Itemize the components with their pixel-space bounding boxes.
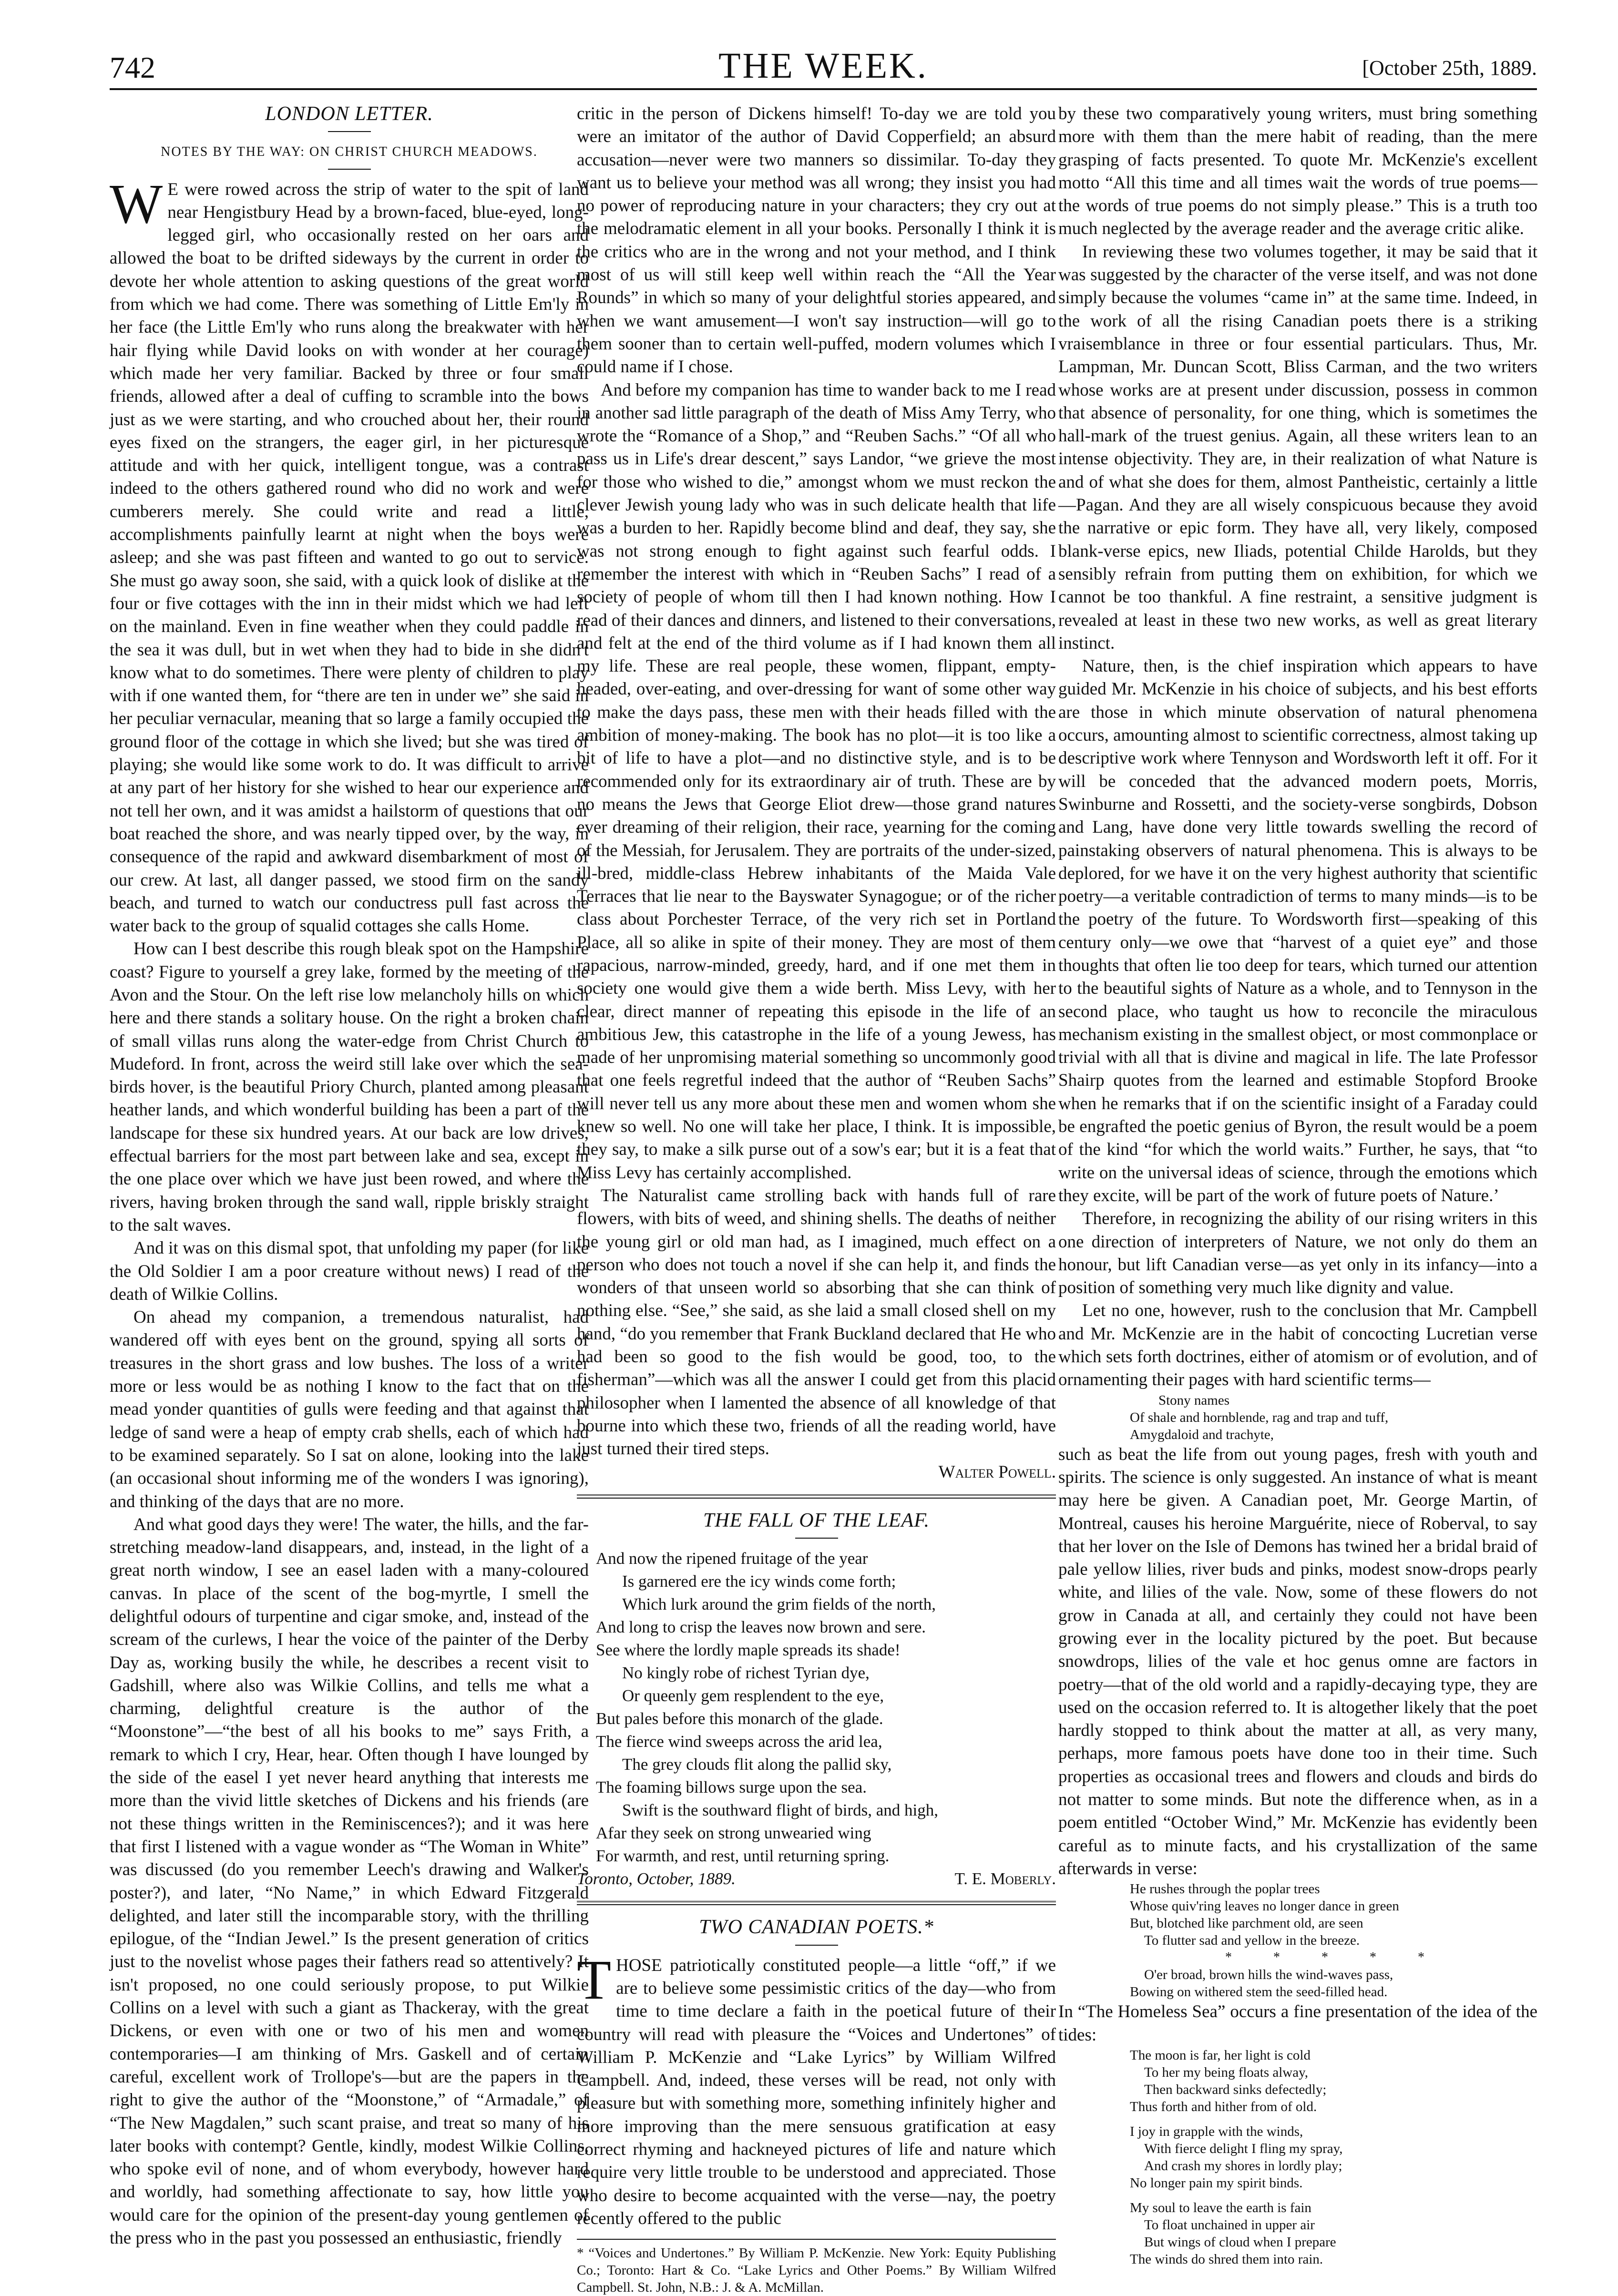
quote-line: Stony names [1158,1392,1230,1408]
poem-line: Swift is the southward flight of birds, and high, [622,1801,939,1820]
quote-line: But, blotched like parchment old, are seen [1130,1916,1363,1931]
poem-place-date: Toronto, October, 1889. [577,1869,736,1888]
quote-line: The winds do shred them into rain. [1130,2251,1323,2267]
ellipsis-dots: * * * * * [1225,1950,1444,1965]
poem-line: Which lurk around the grim fields of the north, [622,1595,936,1614]
poem-line: Or queenly gem resplendent to the eye, [622,1686,884,1705]
quote-line: Bowing on withered stem the seed-filled head. [1130,1984,1388,2000]
paragraph: How can I best describe this rough bleak spot on the Hampshire coast? Figure to yourself a grey lake, formed by the meeting of the Avon and the Stour. On the left rise low melancholy hills on which here and there stands a solitary house. On the right a broken chain of small villas runs along the water-edge from Christ Church to Mudeford. In front, across the weird still lake over which the sea-birds hover, is the beautiful Priory Church, planted among pleasant heather lands, and which wonderful building has been a part of the landscape for these six hundred years. At our back are low drives, effectual barriers for the most part between lake and sea, except in the one place over which we have just been rowed, and where the rivers, having broken through the sand wall, ripple briskly straight to the salt waves. [110,939,589,1235]
paragraph: by these two comparatively young writers, must bring something more with them than the mere habit of reading, than the mere grasping of facts presented. To quote Mr. McKenzie's excellent motto “All this time and all times wait the words of true poems—the words of true poems do not simply please.” This is a truth too much neglected by the average reader and the average critic alike. [1058,104,1537,239]
quote-line: O'er broad, brown hills the wind-waves pass, [1144,1967,1393,1983]
poem-line: The foaming billows surge upon the sea. [596,1778,867,1797]
poem-line: Afar they seek on strong unwearied wing [596,1824,871,1843]
quote-line: No longer pain my spirit binds. [1130,2175,1303,2191]
quote-line: Whose quiv'ring leaves no longer dance in green [1130,1898,1399,1914]
drop-cap: W [110,172,163,235]
column-2 [577,102,1056,2296]
quote-line: The moon is far, her light is cold [1130,2047,1311,2063]
paragraph: And what good days they were! The water, the hills, and the far-stretching meadow-land disappears, and, instead, in the light of a great north window, I see an easel laden with a many-coloured canvas. In place of the scent of the bog-myrtle, I smell the delightful odours of turpentine and cigar smoke, and, instead of the scream of the curlews, I hear the voice of the painter of the Derby Day as, working busily the while, he describes a recent visit to Gadshill, where also was Wilkie Collins, and tells me what a charming, delightful creature is the author of the “Moonstone”—“the best of all his books to me” says Frith, a remark to which I cry, Hear, hear. Often though I have lounged by the side of the easel I yet never heard anything that interests me more than the vivid little sketches of Dickens and his friends (are not these things written in the Reminiscences?); and it was here that first I listened with a vague wonder as “The Woman in White” was discussed (do you remember Leech's drawing and Walker's poster?), and later, “No Name,” in which Edward Fitzgerald delighted, and later still the incomparable story, with the thrilling epilogue, of the “Indian Jewel.” Is the present generation of critics just to the novelist whose pages their fathers read so attentively? It isn't proposed, no one could seriously propose, to put Wilkie Collins on a level with such a giant as Thackeray, with the great Dickens, or even with one or two of his men and women contemporaries—I am thinking of Mrs. Gaskell and of certain careful, excellent work of Trollope's—but are the papers in the right to give the author of the “Moonstone,” of “Armadale,” of “The New Magdalen,” such scant praise, and treat so many of his later books with contempt? Gentle, kindly, modest Wilkie Collins, who spoke evil of none, and of whom everybody, however hard and worldly, had something affectionate to say, how little you would care for the opinion of the present-day young gentlemen of the press who in the past you possessed an enthusiastic, friendly [110,1514,589,2248]
section-divider [577,1901,1056,1905]
title-rule [795,1945,838,1946]
paragraph: Therefore, in recognizing the ability of our rising writers in this one direction of interpreters of Nature, we not only do them an honour, but lift Canadian verse—as yet only in its infancy—into a position of something very much like dignity and value. [1058,1209,1537,1298]
article-title: TWO CANADIAN POETS.* [699,1916,934,1939]
page-number: 742 [110,51,155,84]
quote-line: With fierce delight I fling my spray, [1144,2141,1343,2156]
poem [577,1547,1056,1867]
quote-line: Thus forth and hither from of old. [1130,2099,1317,2114]
paragraph: In reviewing these two volumes together, it may be said that it was suggested by the character of the verse itself, and was not done simply because the volumes “came in” at the same time. Indeed, in the work of all the rising Canadian poets there is a striking vraisemblance in three or four essential particulars. Thus, Mr. Lampman, Mr. Duncan Scott, Bliss Carman, and the two writers whose works are at present under discussion, possess in common that absence of personality, for one thing, which is sometimes the hall-mark of the truest genius. Again, all these writers lean to an intense objectivity. They are, in their realization of what Nature is and of what she does for them, almost Pantheistic, certainly a little—Pagan. And they are all wisely conspicuous because they avoid the narrative or epic form. They have all, very likely, composed blank-verse epics, new Iliads, potential Childe Harolds, but they sensibly refrain from putting them on exhibition, for which we cannot be too thankful. A fine restraint, a sensitive judgment is revealed at least in these two new works, as well as great literary instinct. [1058,242,1537,653]
page-header [110,45,1537,90]
paragraph: Nature, then, is the chief inspiration which appears to have guided Mr. McKenzie in his choice of subjects, and his best efforts are those in which minute observation of natural phenomena occurs, amounting almost to scientific correctness, almost taking up descriptive work where Tennyson and Wordsworth left it off. For it will be conceded that the advanced modern poets, Morris, Swinburne and Rossetti, and the society-verse songbirds, Dobson and Lang, have done very little towards swelling the record of painstaking observers of natural phenomena. This is always to be deplored, for we have it on the very highest authority that scientific poetry—a veritable contradiction of terms to many minds—is to be the poetry of the future. To Wordsworth first—speaking of this century only—we owe that “harvest of a quiet eye” and those thoughts that often lie too deep for tears, which turned our attention to the beautiful sights of Nature as a whole, and to Tennyson in the second place, who taught us how to reconcile the miraculous mechanism existing in the smallest object, or most commonplace or trivial with all that is divine and magical in life. The late Professor Shairp quotes from the learned and estimable Stopford Brooke when he remarks that if on the scientific insight of a Faraday could be engrafted the poetic genius of Byron, the result would be a poem of the kind “for which the world waits.” Further, he says, that “to write on the universal ideas of science, through the emotions which they excite, will be part of the work of future poets of Nature.’ [1058,656,1537,1205]
quote-line: But wings of cloud when I prepare [1144,2234,1336,2250]
paragraph: And before my companion has time to wander back to me I read in another sad little paragraph of the death of Miss Amy Terry, who wrote the “Romance of a Shop,” and “Reuben Sachs.” “Of all who pass us in Life's drear descent,” says Landor, “we grieve the most for those who wished to die,” amongst whom we must reckon the clever Jewish young lady who was in such delicate health that life was a burden to her. Rapidly become blind and deaf, they say, she was not strong enough to fight against such fearful odds. I remember the interest with which in “Reuben Sachs” I read of a society of people of whom till then I had known nothing. How I read of their dances and dinners, and listened to their conversations, and felt at the end of the third volume as if I had known them all my life. These are real people, these women, flippant, empty-headed, over-eating, and over-dressing for want of some other way to make the days pass, these men with their heads filled with the ambition of money-making. The book has no plot—it is too like a bit of life to have a plot—and no distinctive style, and is to be recommended only for its extraordinary air of truth. These are by no means the Jews that George Eliot drew—those grand natures ever dreaming of their religion, their race, yearning for the coming of the Messiah, for Jerusalem. They are portraits of the under-sized, ill-bred, middle-class Hebrew inhabitants of the Maida Vale Terraces that lie near to the Bayswater Synagogue; or of the richer class about Porchester Terrace, of the very rich set in Portland Place, all so alike in spite of their money. They are most of them rapacious, narrow-minded, greedy, hard, and if one met them in society one would give them a wide berth. Miss Levy, with her clear, direct manner of repeating this episode in the life of an ambitious Jew, this catastrophe in the life of a young Jewess, has made of her unpromising material something so uncommonly good that one feels regretful indeed that the author of “Reuben Sachs” will never tell us any more about these men and women whom she knew so well. No one will take her place, I think. It is impossible, they say, to make a silk purse out of a sow's ear; but it is a feat that Miss Levy has certainly accomplished. [577,380,1056,1183]
paragraph: THOSE patriotically constituted people—a little “off,” if we are to believe some pessimistic critics of the day—who from time to time declare a faith in the poetical future of their country will read with pleasure the “Voices and Undertones” of William P. McKenzie and “Lake Lyrics” by William Wilfred Campbell. And, indeed, these verses will be read, not only with pleasure but with something more, something infinitely higher and more improving than the mere sensuous gratification at easy correct rhyming and hackneyed pictures of life and nature which require very little trouble to be understood and appreciated. Those who desire to become acquainted with the verse—nay, the poetry recently offered to the public [577,1948,1056,2228]
verse-quote [1058,2047,1537,2268]
poem-author: T. E. Moberly. [954,1869,1056,1888]
quote-line: And crash my shores in lordly play; [1144,2158,1342,2174]
issue-date: [October 25th, 1889. [1362,56,1537,80]
drop-cap: T [577,1948,612,2011]
paragraph: such as beat the life from out young pages, fresh with youth and spirits. The science is only suggested. An instance of what is meant may here be given. A Canadian poet, Mr. George Martin, of Montreal, causes his heroine Marguérite, niece of Roberval, to say that her lover on the Isle of Demons has twined her a bridal braid of pale yellow lilies, river buds and pinks, modest snow-drops pearly white, and lilies of the vale. Now, some of these flowers do not grow in Canada at all, and certainly they could not have been growing ever in the locality pictured by the poet. But because snowdrops, lilies of the vale et hoc genus omne are factors in poetry—that of the old world and a rapidly-decaying type, they are used on the occasion referred to. It is altogether likely that the poet hardly stopped to think about the matter at all, as very many, perhaps, more famous poets have done too in their time. Such properties as occasional trees and flowers and clouds and birds do not matter to some minds. But note the difference when, as in a poem entitled “October Wind,” Mr. McKenzie has evidently been careful as to minute facts, and his crystallization of the same afterwards in verse: [1058,1444,1537,1878]
poem-line: And long to crisp the leaves now brown and sere. [596,1618,926,1637]
poem-line: Is garnered ere the icy winds come forth; [622,1572,896,1591]
journal-title: THE WEEK. [718,46,928,86]
poem-line: See where the lordly maple spreads its shade! [596,1641,901,1660]
poem-title: THE FALL OF THE LEAF. [703,1509,930,1531]
poem-line: The fierce wind sweeps across the arid lea, [596,1732,882,1751]
quote-line: To flutter sad and yellow in the breeze. [1144,1933,1360,1949]
london-letter-title: LONDON LETTER. [265,103,433,125]
subtitle-rule [328,169,371,170]
poem-footer [577,1867,1056,1890]
section-divider [577,1494,1056,1499]
london-letter-subtitle: NOTES BY THE WAY: ON CHRIST CHURCH MEADOWS. [161,144,538,160]
paragraph: The Naturalist came strolling back with hands full of rare flowers, with bits of weed, and shining shells. The deaths of neither the young girl or old man had, as I imagined, much effect on a person who does not touch a novel if she can help it, and finds the wonders of that unseen world so absorbing that she can think of nothing else. “See,” she said, as she laid a small closed shell on my hand, “do you remember that Frank Buckland declared that He who had been so good to the fish would be good, too, to the fisherman”—which was all the answer I could get from this placid philosopher when I lamented the absence of all knowledge of that bourne into which these two, friends of all the reading world, have just turned their tired steps. [577,1185,1056,1459]
paragraph: On ahead my companion, a tremendous naturalist, had wandered off with eyes bent on the ground, spying all sorts of treasures in the short grass and low bushes. The loss of a writer more or less would be as nothing I know to the fact that on the mead yonder quantities of gulls were feeding and that against that ledge of sand were a heap of empty crab shells, each of which had to be examined separately. So I sat on alone, looking into the lake (an occasional shout informing me of the wonders I was ignoring), and thinking of the days that are no more. [110,1307,589,1511]
quote-line: My soul to leave the earth is fain [1130,2200,1311,2215]
quote-line: Amygdaloid and trachyte, [1130,1427,1274,1442]
quote-line: To her my being floats alway, [1144,2064,1308,2080]
quote-line: He rushes through the poplar trees [1130,1881,1320,1897]
quote-line: Of shale and hornblende, rag and trap and tuff, [1130,1409,1389,1425]
paragraph: critic in the person of Dickens himself! To-day we are told you were an imitator of the author of David Copperfield; an absurd accusation—never were two manners so dissimilar. To-day they want us to believe your method was all wrong; they insist you had no power of reproducing nature in your characters; they cry out at the melodramatic element in all your books. Personally I think it is the critics who are in the wrong and not your method, and I think most of us will still keep well within reach the “All the Year Rounds” in which so many of your delightful stories appeared, and when we want amusement—I won't say instruction—will go to them sooner than to certain well-puffed, modern volumes which I could name if I chose. [577,104,1056,377]
poem-line: For warmth, and rest, until returning spring. [596,1847,890,1866]
poem-line: No kingly robe of richest Tyrian dye, [622,1663,870,1683]
quote-line: To float unchained in upper air [1144,2217,1315,2233]
quote-line: I joy in grapple with the winds, [1130,2123,1303,2139]
title-rule [328,131,371,132]
poem-line: But pales before this monarch of the glade. [596,1709,883,1728]
footnote: * “Voices and Undertones.” By William P. McKenzie. New York: Equity Publishing Co.; Toronto: Hart & Co. “Lake Lyrics and Other Poems.” By William Wilfred Campbell. St. John, N.B.: J. & A. McMillan. [577,2239,1056,2296]
verse-quote [1058,1880,1537,2000]
paragraph: W E were rowed across the strip of water to the spit of land near Hengistbury Head by a brown-faced, blue-eyed, long-legged girl, who occasionally rested on her oars and allowed the boat to be drifted sideways by the current in order to devote her whole attention to asking questions of the great world from which we had come. There was something of Little Em'ly in her face (the Little Em'ly who runs along the breakwater with her hair flying while David looks on with wonder at her courage) which made her very familiar. Backed by three or four small friends, allowed after a deal of cuffing to scramble into the bows just as we were starting, and who crouched about her, their round eyes fixed on the strangers, the eager girl, in her picturesque attitude and with her quick, intelligent tongue, was a contrast indeed to the others gathered round who did no work and were cumberers merely. She could write and read a little, accomplishments painfully learnt at night when the boys were asleep; and she was past fifteen and wanted to go out to service. She must go away soon, she said, with a quick look of dislike at the four or five cottages with the inn in their midst which we had left on the mainland. Even in fine weather when they could paddle in the sea it was dull, but in wet when they had to bide in she didn't know what to do sometimes. There were plenty of children to play with if one wanted them, for “there are ten in under we” she said in her peculiar vernacular, meaning that so large a family occupied the ground floor of the cottage in which she lived; but she was tired of playing; she would like some work to do. It was difficult to arrive at any part of her history for she wished to hear our experience and not tell her own, and it was amidst a hailstorm of questions that our boat reached the shore, and was nearly tipped over, by the way, in consequence of the rapid and awkward disembarkment of most of our crew. At last, all danger passed, we stood firm on the sandy beach, and turned to watch our conductress pull fast across the water back to the group of squalid cottages she calls Home. [110,172,589,936]
poem-line: And now the ripened fruitage of the year [596,1549,868,1568]
verse-quote [1058,1392,1537,1443]
poem-line: The grey clouds flit along the pallid sky, [622,1755,892,1774]
title-rule [795,1538,838,1539]
paragraph: Let no one, however, rush to the conclusion that Mr. Campbell and Mr. McKenzie are in the habit of concocting Lucretian verse which sets forth doctrines, either of atomism or of evolution, and of ornamenting their pages with hard scientific terms— [1058,1301,1537,1390]
column-1 [110,102,589,2250]
paragraph: And it was on this dismal spot, that unfolding my paper (for like the Old Soldier I am a poor creature without news) I read of the death of Wilkie Collins. [110,1238,589,1304]
quote-line: Then backward sinks defectedly; [1144,2082,1327,2097]
column-3 [1058,102,1537,2268]
signature: Walter Powell. [938,1462,1056,1482]
paragraph: In “The Homeless Sea” occurs a fine presentation of the idea of the tides: [1058,2002,1537,2045]
